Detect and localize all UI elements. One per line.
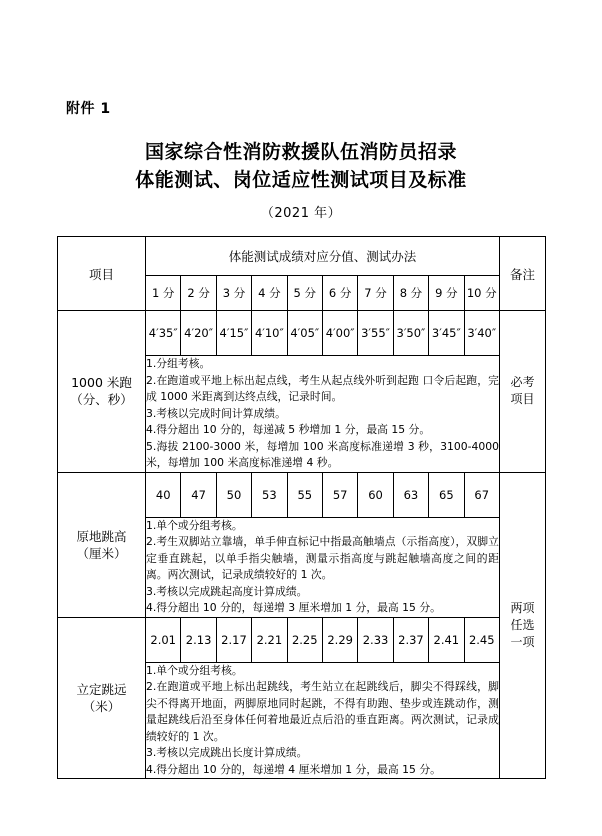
- run-value-5: 4′05″: [287, 311, 322, 356]
- remark-two-choose-one: [499, 472, 545, 779]
- longjump-value-3: 2.17: [216, 617, 251, 662]
- highjump-value-4: 53: [252, 472, 287, 517]
- run-desc-5: 5.海拔 2100-3000 米，每增加 100 米高度标准递增 3 秒，3100-4000 米，每增加 100 米高度标准递增 4 秒。: [146, 439, 499, 469]
- highjump-desc-3: 3.考核以完成跳起高度计算成绩。: [146, 584, 308, 598]
- item-name-run-line1: 1000 米跑: [71, 375, 132, 391]
- title-block: [0, 138, 602, 221]
- item-name-highjump-line2: （厘米）: [76, 545, 127, 561]
- highjump-description: [146, 517, 500, 617]
- run-desc-2: 2.在跑道或平地上标出起点线，考生从起点线外听到起跑 口令后起跑，完成 1000 米距离到达终点线，记录时间。: [146, 373, 499, 403]
- longjump-value-7: 2.33: [358, 617, 393, 662]
- run-desc-3: 3.考核以完成时间计算成绩。: [146, 406, 286, 420]
- table-row-values-highjump: [58, 472, 546, 517]
- item-name-longjump-line1: 立定跳远: [76, 681, 127, 697]
- remark-choose-line3: 一项: [510, 634, 535, 649]
- run-value-4: 4′10″: [252, 311, 287, 356]
- longjump-description: [146, 662, 500, 779]
- score-header-2: 2 分: [181, 276, 216, 311]
- highjump-value-2: 47: [181, 472, 216, 517]
- item-name-highjump: [58, 472, 146, 617]
- highjump-value-10: 67: [464, 472, 499, 517]
- title-line-2: 体能测试、岗位适应性测试项目及标准: [135, 169, 467, 191]
- highjump-value-8: 63: [393, 472, 428, 517]
- highjump-desc-1: 1.单个或分组考核。: [146, 518, 243, 532]
- longjump-value-6: 2.29: [322, 617, 357, 662]
- longjump-desc-1: 1.单个或分组考核。: [146, 663, 243, 677]
- remark-required: [499, 311, 545, 473]
- header-item: 项目: [58, 237, 146, 311]
- highjump-desc-4: 4.得分超出 10 分的，每递增 3 厘米增加 1 分，最高 15 分。: [146, 601, 441, 614]
- run-desc-4: 4.得分超出 10 分的，每递减 5 秒增加 1 分，最高 15 分。: [146, 423, 431, 436]
- table-row-values-longjump: [58, 617, 546, 662]
- longjump-value-8: 2.37: [393, 617, 428, 662]
- table-header-row-1: [58, 237, 546, 276]
- longjump-value-9: 2.41: [429, 617, 464, 662]
- longjump-value-10: 2.45: [464, 617, 499, 662]
- score-header-9: 9 分: [429, 276, 464, 311]
- item-name-run: [58, 311, 146, 473]
- item-name-run-line2: （分、秒）: [70, 392, 133, 408]
- highjump-value-1: 40: [146, 472, 181, 517]
- attachment-label: 附件 1: [66, 101, 111, 117]
- longjump-value-5: 2.25: [287, 617, 322, 662]
- remark-choose-line1: 两项: [510, 600, 535, 615]
- score-header-3: 3 分: [216, 276, 251, 311]
- highjump-value-5: 55: [287, 472, 322, 517]
- longjump-value-1: 2.01: [146, 617, 181, 662]
- score-header-10: 10 分: [464, 276, 499, 311]
- score-header-5: 5 分: [287, 276, 322, 311]
- title-subtitle: （2021 年）: [260, 206, 342, 221]
- longjump-desc-4: 4.得分超出 10 分的，每递增 4 厘米增加 1 分，最高 15 分。: [146, 762, 441, 776]
- run-description: [146, 356, 500, 473]
- run-value-7: 3′55″: [358, 311, 393, 356]
- run-value-6: 4′00″: [322, 311, 357, 356]
- run-desc-1: 1.分组考核。: [146, 357, 211, 370]
- item-name-longjump-line2: （米）: [82, 698, 121, 714]
- item-name-highjump-line1: 原地跳高: [76, 528, 127, 544]
- longjump-desc-2: 2.在跑道或平地上标出起跳线，考生站立在起跳线后，脚尖不得踩线，脚尖不得离开地面，两脚原地同时起跳，不得有助跑、垫步或连跳动作，测量起跳线后沿至身体任何着地最近点后沿的垂直距离。两次测试，记录成绩较好的 1 次。: [146, 680, 499, 743]
- table-row-values-run: [58, 311, 546, 356]
- score-header-4: 4 分: [252, 276, 287, 311]
- title-line-1: 国家综合性消防救援队伍消防员招录: [144, 141, 457, 163]
- score-header-1: 1 分: [146, 276, 181, 311]
- highjump-value-9: 65: [429, 472, 464, 517]
- remark-required-line1: 必考: [510, 375, 535, 390]
- longjump-value-4: 2.21: [252, 617, 287, 662]
- run-value-8: 3′50″: [393, 311, 428, 356]
- highjump-value-7: 60: [358, 472, 393, 517]
- run-value-2: 4′20″: [181, 311, 216, 356]
- remark-required-line2: 项目: [510, 392, 535, 407]
- score-header-8: 8 分: [393, 276, 428, 311]
- run-value-3: 4′15″: [216, 311, 251, 356]
- highjump-value-3: 50: [216, 472, 251, 517]
- longjump-desc-3: 3.考核以完成跳出长度计算成绩。: [146, 746, 308, 759]
- item-name-longjump: [58, 617, 146, 779]
- longjump-value-2: 2.13: [181, 617, 216, 662]
- standards-table: [57, 236, 546, 779]
- run-value-9: 3′45″: [429, 311, 464, 356]
- score-header-6: 6 分: [322, 276, 357, 311]
- run-value-1: 4′35″: [146, 311, 181, 356]
- header-span-title: 体能测试成绩对应分值、测试办法: [146, 237, 500, 276]
- remark-choose-line2: 任选: [510, 617, 535, 632]
- score-header-7: 7 分: [358, 276, 393, 311]
- highjump-desc-2: 2.考生双脚站立靠墙，单手伸直标记中指最高触墙点（示指高度），双脚立定垂直跳起，以单手指尖触墙，测量示指高度与跳起触墙高度之间的距离。两次测试，记录成绩较好的 1 次。: [146, 535, 499, 581]
- highjump-value-6: 57: [322, 472, 357, 517]
- header-remark: 备注: [499, 237, 545, 311]
- run-value-10: 3′40″: [464, 311, 499, 356]
